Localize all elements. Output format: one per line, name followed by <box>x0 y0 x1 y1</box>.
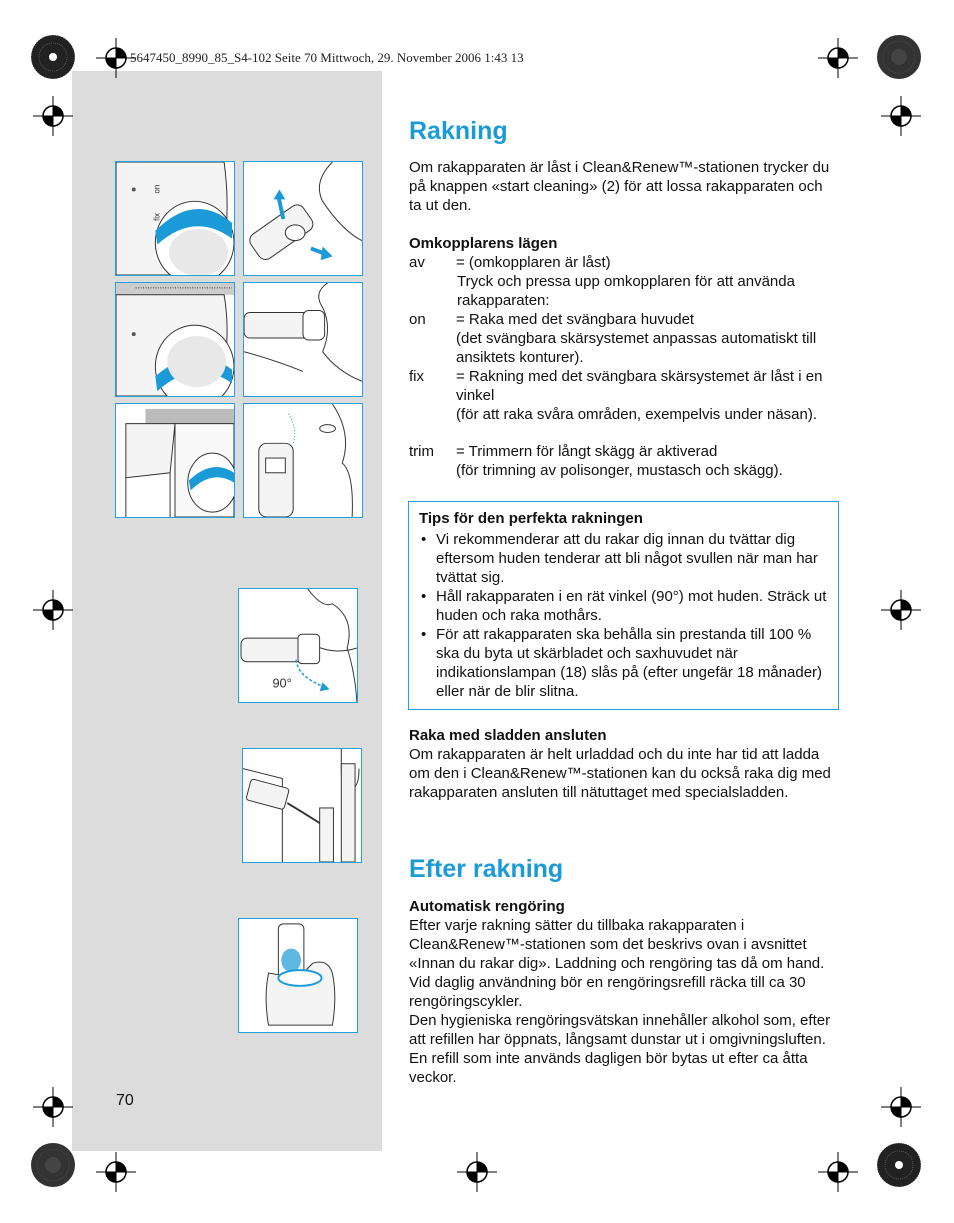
angle-label: 90° <box>272 675 292 691</box>
auto-clean-heading: Automatisk rengöring <box>409 898 565 915</box>
switch-row-trim: trim = Trimmern för långt skägg är aktiverad (för trimning av polisonger, mustasch och skägg). <box>409 443 783 479</box>
figure-trimmer <box>115 403 235 518</box>
color-wheel-icon <box>30 1142 76 1188</box>
registration-mark-icon <box>818 1152 858 1192</box>
section-title-efter-rakning: Efter rakning <box>409 855 564 883</box>
tips-item: • Vi rekommenderar att du rakar dig innan du tvättar dig eftersom huden tenderar att bli något svullen när man har tvättat sig. <box>409 530 834 587</box>
switch-label-on: on <box>152 184 162 194</box>
registration-mark-icon <box>33 1087 73 1127</box>
registration-mark-icon <box>818 38 858 78</box>
tips-box <box>408 501 839 710</box>
switch-label-fix: fix <box>152 213 162 221</box>
registration-mark-icon <box>881 1087 921 1127</box>
auto-clean-paragraph: Efter varje rakning sätter du tillbaka rakapparaten i Clean&Renew™-stationen som det beskrivs ovan i avsnittet «Innan du rakar dig». Laddning och rengöring tas då om hand. Vid daglig användning bör en rengöringsrefill räcka till ca 30 rengöringscykler. <box>409 917 825 1010</box>
section-title-rakning: Rakning <box>409 117 508 145</box>
print-header-line: 5647450_8990_85_S4-102 Seite 70 Mittwoch, 29. November 2006 1:43 13 <box>130 50 524 65</box>
cord-paragraph: Om rakapparaten är helt urladdad och du inte har tid att ladda om den i Clean&Renew™-stationen kan du också raka dig med rakapparaten ansluten till nätuttaget med specialsladden. <box>409 746 831 801</box>
cord-heading: Raka med sladden ansluten <box>409 727 607 744</box>
registration-mark-icon <box>881 590 921 630</box>
registration-mark-icon <box>33 96 73 136</box>
registration-mark-icon <box>96 1152 136 1192</box>
intro-paragraph: Om rakapparaten är låst i Clean&Renew™-stationen trycker du på knappen «start cleaning» (2) för att lossa rakapparaten och ta ut den. <box>409 159 830 214</box>
switch-row-av: av = (omkopplaren är låst) Tryck och pressa upp omkopplaren för att använda rakapparaten: <box>409 254 795 309</box>
hygiene-paragraph: Den hygieniska rengöringsvätskan innehåller alkohol som, efter att refillen har öppnats, långsamt dunstar ut i omgivningsluften. En refill som inte används dagligen bör bytas ut efter ca åtta veckor. <box>409 1012 831 1086</box>
registration-mark-icon <box>881 96 921 136</box>
figure-release-shaver <box>243 161 363 276</box>
color-wheel-icon <box>30 34 76 80</box>
figure-shaving-chin <box>243 282 363 397</box>
switch-heading: Omkopplarens lägen <box>409 235 558 252</box>
color-wheel-icon <box>876 34 922 80</box>
tips-list <box>409 530 834 701</box>
tips-title: Tips för den perfekta rakningen <box>419 510 643 527</box>
tips-item: • För att rakapparaten ska behålla sin prestanda till 100 % ska du byta ut skärbladet och saxhuvudet när indikationslampan (18) slås på (efter ungefär 18 månader) eller när de blir slitna. <box>409 625 834 701</box>
figure-switch-fix <box>115 282 235 397</box>
switch-row-fix: fix = Rakning med det svängbara skärsystemet är låst i en vinkel (för att raka svåra områden, exempelvis under näsan). <box>409 368 823 423</box>
page-number: 70 <box>116 1092 134 1109</box>
color-wheel-icon <box>876 1142 922 1188</box>
registration-mark-icon <box>457 1152 497 1192</box>
figure-switch-on <box>115 161 235 276</box>
figure-trimming-sideburns <box>243 403 363 518</box>
tips-item: • Håll rakapparaten i en rät vinkel (90°) mot huden. Sträck ut huden och raka mothårs. <box>409 587 834 625</box>
figure-shaving-angle <box>238 588 358 703</box>
figure-cleaning-station <box>238 918 358 1033</box>
registration-mark-icon <box>33 590 73 630</box>
figure-shaving-with-cord <box>242 748 362 863</box>
switch-row-on: on = Raka med det svängbara huvudet (det svängbara skärsystemet anpassas automatiskt till ansiktets konturer). <box>409 311 817 366</box>
